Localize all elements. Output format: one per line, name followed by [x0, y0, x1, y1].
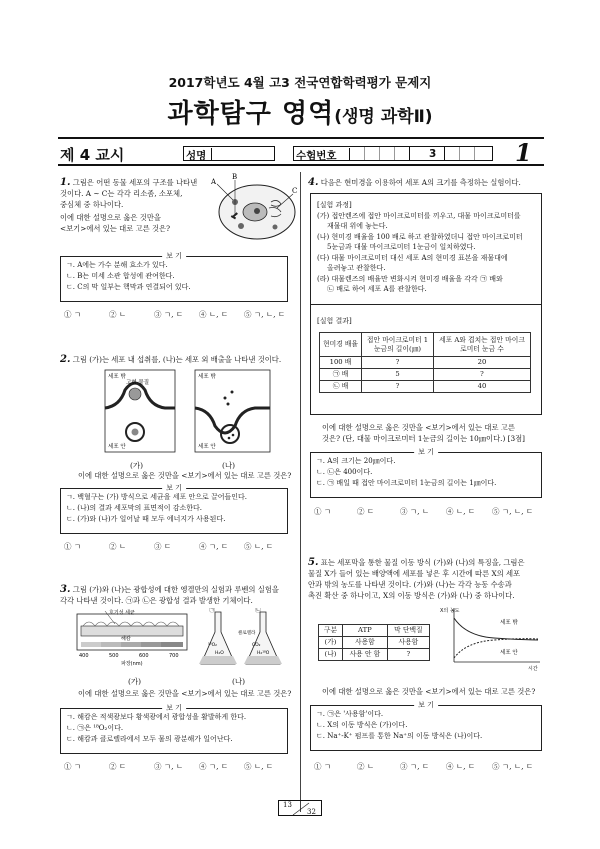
- q1-choices: [64, 309, 294, 320]
- q4-number: 4.: [308, 177, 319, 188]
- q2-label-solid: 고형 물질: [126, 380, 150, 386]
- q5-axis-x: 시간: [528, 666, 538, 672]
- q2-label-out-a: 세포 밖: [108, 374, 126, 380]
- q1-label-c: C: [292, 187, 298, 195]
- q4-choice-2[interactable]: ② ㄷ: [357, 507, 375, 516]
- name-field: [183, 146, 275, 161]
- q3-choice-3[interactable]: ③ ㄱ, ㄴ: [154, 762, 184, 771]
- title-main: 과학탐구 영역: [167, 99, 335, 129]
- q1-bogi: 보 기 ㄱ. A에는 가수 분해 효소가 있다. ㄴ. B는 미세 소관 합성에 관여한다. ㄷ. C의 막 일부는 핵막과 연결되어 있다.: [60, 256, 288, 302]
- q3-choice-4[interactable]: ④ ㄱ, ㄷ: [199, 762, 229, 771]
- q5-choices: [314, 761, 546, 772]
- q5-question: 이에 대한 설명으로 옳은 것만을 <보기>에서 있는 대로 고른 것은?: [322, 687, 536, 696]
- q5-choice-5[interactable]: ⑤ ㄱ, ㄴ, ㄷ: [492, 762, 534, 771]
- q3-caption-b: (나): [232, 677, 246, 686]
- q4-process: [실험 과정] (가) 접안렌즈에 접안 마이크로미터를 끼우고, 대물 마이크로미터를 재물대 위에 놓는다. (나) 현미경 배율을 100 배로 하고 관찰하였더니 접안 마이크로미터 5눈금과 대물 마이크로미터 1눈금이 일치하였다. (다) 대물 마이크로미터 대신 세포 A의 현미경 표본을 재물대에 올려놓고 관찰한다. (라) 대물렌즈의 배율만 변화시켜 현미경 배율을 각각 ㉠ 배와 ㉡ 배로 하여 세포 A를 관찰한다.: [317, 201, 523, 293]
- q3-label-chlorella: 클로렐라: [238, 631, 256, 636]
- q3-label-co2-a: ¹⁸O₂: [208, 643, 217, 648]
- q3-label-alga: 해캄: [121, 636, 131, 642]
- q2-caption-b: (나): [222, 461, 236, 470]
- q2-number: 2.: [60, 354, 71, 365]
- q4-bogi: 보 기 ㄱ. A의 크기는 20㎛이다. ㄴ. ㉡은 400이다. ㄷ. ㉠ 배일 때 접안 마이크로미터 1눈금의 길이는 1㎛이다.: [310, 452, 542, 498]
- exam-number-field: [293, 146, 493, 161]
- q5-table: 구분 ATP 막 단백질 (가) 사용함 사용함 (나) 사용 안 함 ?: [318, 624, 430, 661]
- page-counter-current: 13: [283, 801, 292, 809]
- q1-choice-5[interactable]: ⑤ ㄱ, ㄴ, ㄷ: [244, 310, 286, 319]
- q2-caption-a: (가): [130, 461, 144, 470]
- q3-tick-500: 500: [109, 653, 119, 659]
- q2-choice-4[interactable]: ④ ㄱ, ㄷ: [199, 542, 229, 551]
- q2-choice-3[interactable]: ③ ㄷ: [154, 542, 172, 551]
- q5-label-inside: 세포 안: [500, 650, 518, 656]
- column-divider: [300, 172, 301, 812]
- q4-choices: [314, 506, 546, 517]
- q4-choice-5[interactable]: ⑤ ㄱ, ㄴ, ㄷ: [492, 507, 534, 516]
- q3-figure: [75, 608, 290, 670]
- q1-choice-3[interactable]: ③ ㄱ, ㄷ: [154, 310, 184, 319]
- q3-axis-wavelength: 파장(nm): [121, 661, 143, 667]
- q3-label-bacteria: 호기성 세균: [109, 610, 135, 616]
- q3-caption-a: (가): [128, 677, 142, 686]
- q5-bogi: 보 기 ㄱ. ㉠은 '사용함'이다. ㄴ. X의 이동 방식은 (가)이다. ㄷ. Na⁺-K⁺ 펌프를 통한 Na⁺의 이동 방식은 (나)이다.: [310, 705, 542, 751]
- q2-question: 이에 대한 설명으로 옳은 것만을 <보기>에서 있는 대로 고른 것은?: [78, 471, 292, 480]
- q3-question: 이에 대한 설명으로 옳은 것만을 <보기>에서 있는 대로 고른 것은?: [78, 689, 292, 698]
- q5-graph: [440, 604, 545, 672]
- q1-cell-figure: [205, 172, 300, 247]
- q2-choice-5[interactable]: ⑤ ㄴ, ㄷ: [244, 542, 274, 551]
- q4-choice-4[interactable]: ④ ㄴ, ㄷ: [446, 507, 476, 516]
- q5-axis-y: X의 농도: [440, 608, 460, 614]
- q4-question: 이에 대한 설명으로 옳은 것만을 <보기>에서 있는 대로 고른 것은? (단, 대물 마이크로미터 1눈금의 길이는 10㎛이다.) [3점]: [322, 423, 526, 443]
- q4-result-table: 현미경 배율 접안 마이크로미터 1눈금의 길이(㎛) 세포 A와 겹치는 접안 마이크로미터 눈금 수 100 배 ? 20 ㉠ 배 5 ? ㉡ 배 ? 40: [319, 332, 531, 393]
- q2-label-out-b: 세포 밖: [198, 374, 216, 380]
- period-label: 제 4 교시: [60, 146, 125, 164]
- q3-choice-5[interactable]: ⑤ ㄴ, ㄷ: [244, 762, 274, 771]
- q2-choice-2[interactable]: ② ㄴ: [109, 542, 127, 551]
- q4-result-title: [실험 결과]: [317, 317, 352, 325]
- q2-label-in-a: 세포 안: [108, 444, 126, 450]
- q1-number: 1.: [60, 177, 71, 188]
- q5-number: 5.: [308, 557, 319, 568]
- q3-tick-700: 700: [169, 653, 179, 659]
- q2-choices: [64, 541, 294, 552]
- q1-label-a: A: [211, 178, 217, 186]
- q5-choice-3[interactable]: ③ ㄱ, ㄷ: [400, 762, 430, 771]
- q2-choice-1[interactable]: ① ㄱ: [64, 542, 82, 551]
- q1-choice-2[interactable]: ② ㄴ: [109, 310, 127, 319]
- header-top-rule: [58, 137, 544, 139]
- q3-tick-400: 400: [79, 653, 89, 659]
- q4-choice-3[interactable]: ③ ㄱ, ㄴ: [400, 507, 430, 516]
- exam-suptitle: 2017학년도 4월 고3 전국연합학력평가 문제지: [168, 75, 432, 90]
- exam-number-value: 3: [429, 148, 437, 160]
- title-sub: (생명 과학Ⅱ): [334, 107, 433, 127]
- q4-experiment-box: [310, 193, 542, 415]
- q5-stem: 5. 표는 세포막을 통한 물질 이동 방식 (가)와 (나)의 특징을, 그림은 물질 X가 들어 있는 배양액에 세포를 넣은 후 시간에 따른 X의 세포 안과 밖의 농도를 나타낸 것이다. (가)와 (나)는 각각 능동 수송과 촉진 확산 중 하나이고, X의 이동 방식은 (가)와 (나) 중 하나이다.: [308, 557, 525, 600]
- header-bottom-rule: [58, 164, 544, 166]
- q3-bogi: 보 기 ㄱ. 해캄은 적색광보다 황색광에서 광합성을 활발하게 한다. ㄴ. ㉠은 ¹⁸O₂이다. ㄷ. 해캄과 클로렐라에서 모두 물의 광분해가 일어난다.: [60, 708, 288, 754]
- q1-choice-1[interactable]: ① ㄱ: [64, 310, 82, 319]
- q3-choices: [64, 761, 294, 772]
- page-counter-total: 32: [307, 808, 316, 816]
- q3-stem: 3. 그림 (가)와 (나)는 광합성에 대한 엥겔만의 실험과 루벤의 실험을 각각 나타낸 것이다. ㉠과 ㉡은 광합성 결과 발생한 기체이다.: [60, 584, 279, 605]
- q3-label-h2o-b: H₂¹⁸O: [257, 651, 270, 656]
- q3-label-gas-b: ㉡: [255, 608, 262, 614]
- q3-label-h2o-a: H₂O: [215, 651, 224, 656]
- q5-choice-1[interactable]: ① ㄱ: [314, 762, 332, 771]
- q3-tick-600: 600: [139, 653, 149, 659]
- q4-stem: 4. 다음은 현미경을 이용하여 세포 A의 크기를 측정하는 실험이다.: [308, 177, 521, 188]
- q3-label-co2-b: CO₂: [252, 643, 261, 648]
- page-number: 1: [515, 138, 532, 167]
- q3-choice-2[interactable]: ② ㄷ: [109, 762, 127, 771]
- q2-bogi: 보 기 ㄱ. 백혈구는 (가) 방식으로 세균을 세포 안으로 끌어들인다. ㄴ. (나)의 결과 세포막의 표면적이 감소한다. ㄷ. (가)와 (나)가 일어날 때 모두 에너지가 사용된다.: [60, 488, 288, 534]
- q2-label-in-b: 세포 안: [198, 444, 216, 450]
- exam-title: [0, 93, 600, 130]
- q1-choice-4[interactable]: ④ ㄴ, ㄷ: [199, 310, 229, 319]
- exam-number-label: 수험번호: [296, 148, 350, 161]
- page-counter: [278, 800, 322, 816]
- q3-label-gas-a: ㉠: [209, 608, 216, 614]
- q2-figure: [100, 368, 280, 456]
- q1-label-b: B: [232, 173, 238, 181]
- q5-choice-4[interactable]: ④ ㄴ, ㄷ: [446, 762, 476, 771]
- q3-choice-1[interactable]: ① ㄱ: [64, 762, 82, 771]
- q5-choice-2[interactable]: ② ㄴ: [357, 762, 375, 771]
- q5-label-outside: 세포 밖: [500, 620, 518, 626]
- q2-stem: 2. 그림 (가)는 세포 내 섭취를, (나)는 세포 외 배출을 나타낸 것이다.: [60, 354, 282, 365]
- q1-stem: 1. 그림은 어떤 동물 세포의 구조를 나타낸 것이다. A ~ C는 각각 리소좀, 소포체, 중심체 중 하나이다. 이에 대한 설명으로 옳은 것만을 <보기>에서 있는 대로 고른 것은?: [60, 177, 198, 233]
- q3-number: 3.: [60, 584, 71, 595]
- q4-choice-1[interactable]: ① ㄱ: [314, 507, 332, 516]
- name-label: 성명: [186, 148, 212, 161]
